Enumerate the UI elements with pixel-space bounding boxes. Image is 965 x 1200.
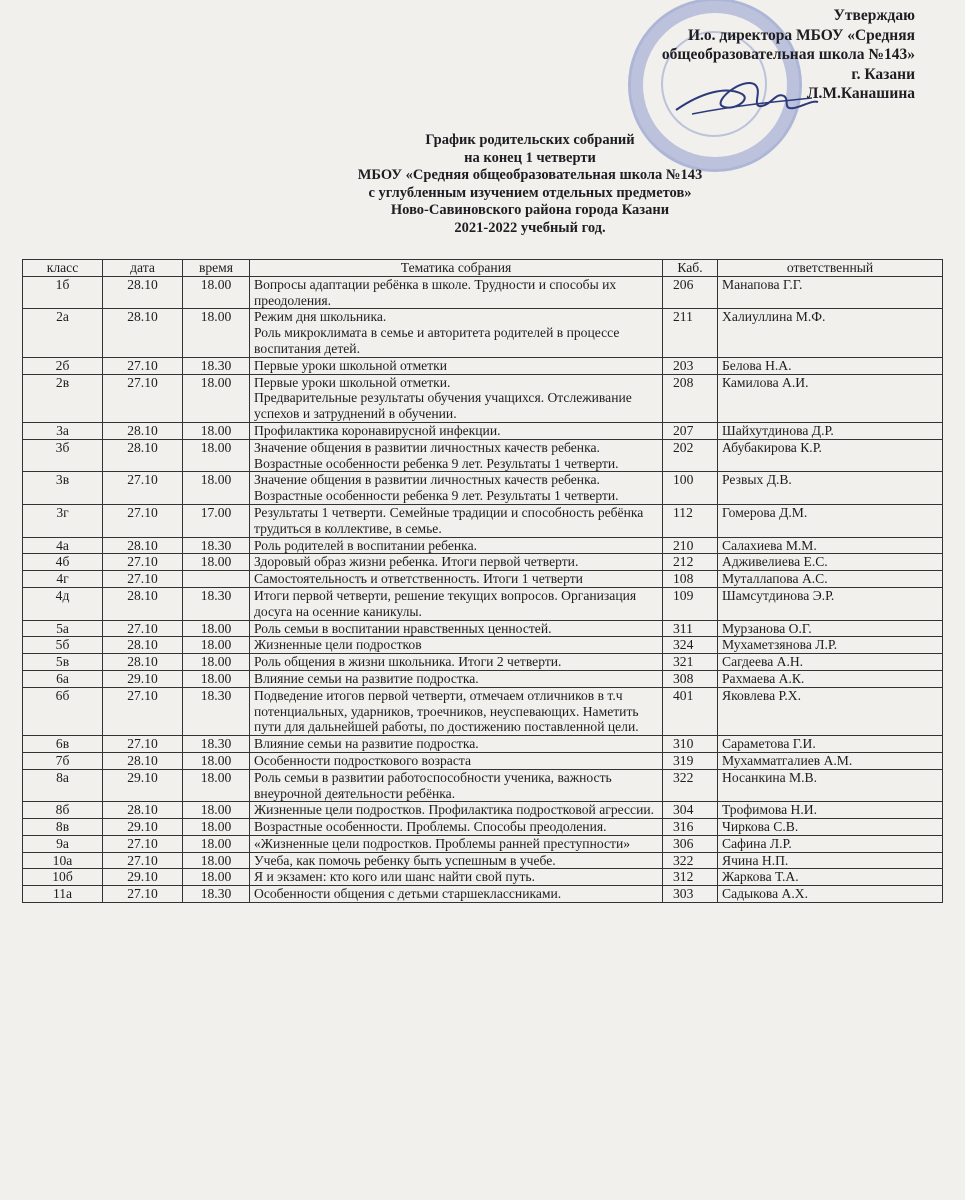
date-cell: 28.10 — [103, 752, 183, 769]
table-row — [23, 504, 943, 537]
responsible-cell: Халиуллина М.Ф. — [718, 309, 943, 357]
class-cell: 8в — [23, 819, 103, 836]
date-cell: 27.10 — [103, 357, 183, 374]
room-cell: 202 — [663, 439, 718, 472]
class-cell: 6а — [23, 670, 103, 687]
time-cell: 18.30 — [183, 687, 250, 735]
class-cell: 1б — [23, 276, 103, 309]
responsible-cell: Сагдеева А.Н. — [718, 654, 943, 671]
class-cell: 3г — [23, 504, 103, 537]
topic-cell: Влияние семьи на развитие подростка. — [250, 670, 663, 687]
date-cell: 28.10 — [103, 637, 183, 654]
time-cell: 18.30 — [183, 736, 250, 753]
date-cell: 27.10 — [103, 554, 183, 571]
class-cell: 10а — [23, 852, 103, 869]
time-cell: 18.00 — [183, 769, 250, 802]
header-responsible: ответственный — [718, 260, 943, 277]
room-cell: 311 — [663, 620, 718, 637]
approval-block — [662, 6, 915, 104]
title-line-3: МБОУ «Средняя общеобразовательная школа №143 — [357, 167, 703, 183]
responsible-cell: Манапова Г.Г. — [718, 276, 943, 309]
room-cell: 109 — [663, 587, 718, 620]
time-cell: 18.00 — [183, 852, 250, 869]
class-cell: 2б — [23, 357, 103, 374]
topic-cell: Самостоятельность и ответственность. Итоги 1 четверти — [250, 571, 663, 588]
approval-line-3: общеобразовательная школа №143» — [661, 46, 915, 63]
date-cell: 27.10 — [103, 835, 183, 852]
date-cell: 29.10 — [103, 869, 183, 886]
table-row — [23, 422, 943, 439]
topic-cell: Режим дня школьника. Роль микроклимата в семье и авторитета родителей в процессе воспитания детей. — [250, 309, 663, 357]
header-class: класс — [23, 260, 103, 277]
table-row — [23, 670, 943, 687]
class-cell: 9а — [23, 835, 103, 852]
meetings-table — [22, 259, 943, 903]
room-cell: 401 — [663, 687, 718, 735]
class-cell: 7б — [23, 752, 103, 769]
table-row — [23, 554, 943, 571]
time-cell: 18.00 — [183, 819, 250, 836]
room-cell: 100 — [663, 472, 718, 505]
room-cell: 316 — [663, 819, 718, 836]
time-cell: 18.00 — [183, 670, 250, 687]
room-cell: 212 — [663, 554, 718, 571]
class-cell: 10б — [23, 869, 103, 886]
responsible-cell: Носанкина М.В. — [718, 769, 943, 802]
time-cell: 18.00 — [183, 554, 250, 571]
responsible-cell: Адживелиева Е.С. — [718, 554, 943, 571]
responsible-cell: Ячина Н.П. — [718, 852, 943, 869]
responsible-cell: Сафина Л.Р. — [718, 835, 943, 852]
title-line-2: на конец 1 четверти — [464, 149, 596, 166]
time-cell: 18.30 — [183, 357, 250, 374]
header-date: дата — [103, 260, 183, 277]
topic-cell: Возрастные особенности. Проблемы. Способы преодоления. — [250, 819, 663, 836]
time-cell: 18.00 — [183, 439, 250, 472]
class-cell: 6в — [23, 736, 103, 753]
topic-cell: Вопросы адаптации ребёнка в школе. Трудности и способы их преодоления. — [250, 276, 663, 309]
room-cell: 208 — [663, 374, 718, 422]
title-line-1: График родительских собраний — [425, 132, 635, 148]
time-cell: 18.00 — [183, 276, 250, 309]
date-cell: 27.10 — [103, 736, 183, 753]
table-row — [23, 637, 943, 654]
header-room: Каб. — [663, 260, 718, 277]
table-header-row — [23, 260, 943, 277]
responsible-cell: Рахмаева А.К. — [718, 670, 943, 687]
date-cell: 29.10 — [103, 819, 183, 836]
date-cell: 28.10 — [103, 276, 183, 309]
responsible-cell: Чиркова С.В. — [718, 819, 943, 836]
date-cell: 27.10 — [103, 374, 183, 422]
date-cell: 27.10 — [103, 571, 183, 588]
class-cell: 5в — [23, 654, 103, 671]
responsible-cell: Салахиева М.М. — [718, 537, 943, 554]
topic-cell: Жизненные цели подростков. Профилактика подростковой агрессии. — [250, 802, 663, 819]
class-cell: 11а — [23, 886, 103, 903]
time-cell: 18.30 — [183, 886, 250, 903]
topic-cell: Здоровый образ жизни ребенка. Итоги первой четверти. — [250, 554, 663, 571]
responsible-cell: Шайхутдинова Д.Р. — [718, 422, 943, 439]
topic-cell: Особенности общения с детьми старшеклассниками. — [250, 886, 663, 903]
time-cell: 18.00 — [183, 752, 250, 769]
class-cell: 3б — [23, 439, 103, 472]
date-cell: 28.10 — [103, 654, 183, 671]
table-row — [23, 571, 943, 588]
time-cell: 18.00 — [183, 309, 250, 357]
date-cell: 29.10 — [103, 769, 183, 802]
responsible-cell: Сараметова Г.И. — [718, 736, 943, 753]
topic-cell: Особенности подросткового возраста — [250, 752, 663, 769]
topic-cell: Роль общения в жизни школьника. Итоги 2 четверти. — [250, 654, 663, 671]
table-row — [23, 769, 943, 802]
date-cell: 28.10 — [103, 439, 183, 472]
responsible-cell: Белова Н.А. — [718, 357, 943, 374]
time-cell: 18.00 — [183, 422, 250, 439]
time-cell: 18.00 — [183, 637, 250, 654]
room-cell: 210 — [663, 537, 718, 554]
approval-line-1: Утверждаю — [833, 7, 915, 24]
table-row — [23, 869, 943, 886]
class-cell: 4г — [23, 571, 103, 588]
time-cell: 17.00 — [183, 504, 250, 537]
responsible-cell: Резвых Д.В. — [718, 472, 943, 505]
date-cell: 27.10 — [103, 472, 183, 505]
class-cell: 3а — [23, 422, 103, 439]
table-row — [23, 439, 943, 472]
responsible-cell: Мухаметзянова Л.Р. — [718, 637, 943, 654]
table-row — [23, 687, 943, 735]
header-time: время — [183, 260, 250, 277]
class-cell: 2а — [23, 309, 103, 357]
topic-cell: Роль семьи в воспитании нравственных ценностей. — [250, 620, 663, 637]
responsible-cell: Садыкова А.Х. — [718, 886, 943, 903]
topic-cell: Профилактика коронавирусной инфекции. — [250, 422, 663, 439]
class-cell: 4д — [23, 587, 103, 620]
date-cell: 28.10 — [103, 587, 183, 620]
table-row — [23, 472, 943, 505]
responsible-cell: Гомерова Д.М. — [718, 504, 943, 537]
date-cell: 27.10 — [103, 504, 183, 537]
room-cell: 324 — [663, 637, 718, 654]
topic-cell: Учеба, как помочь ребенку быть успешным в учебе. — [250, 852, 663, 869]
table-row — [23, 886, 943, 903]
topic-cell: Первые уроки школьной отметки — [250, 357, 663, 374]
responsible-cell: Яковлева Р.Х. — [718, 687, 943, 735]
class-cell: 6б — [23, 687, 103, 735]
time-cell: 18.30 — [183, 537, 250, 554]
class-cell: 3в — [23, 472, 103, 505]
table-row — [23, 276, 943, 309]
topic-cell: Роль родителей в воспитании ребенка. — [250, 537, 663, 554]
table-row — [23, 736, 943, 753]
responsible-cell: Жаркова Т.А. — [718, 869, 943, 886]
header-topic: Тематика собрания — [250, 260, 663, 277]
room-cell: 304 — [663, 802, 718, 819]
time-cell — [183, 571, 250, 588]
topic-cell: Роль семьи в развитии работоспособности ученика, важность внеурочной деятельности ребёнка. — [250, 769, 663, 802]
time-cell: 18.00 — [183, 472, 250, 505]
class-cell: 4а — [23, 537, 103, 554]
topic-cell: Первые уроки школьной отметки. Предварительные результаты обучения учащихся. Отслеживание успехов и затруднений в обучении. — [250, 374, 663, 422]
table-row — [23, 802, 943, 819]
time-cell: 18.00 — [183, 654, 250, 671]
room-cell: 308 — [663, 670, 718, 687]
time-cell: 18.00 — [183, 835, 250, 852]
date-cell: 28.10 — [103, 309, 183, 357]
table-row — [23, 374, 943, 422]
room-cell: 207 — [663, 422, 718, 439]
room-cell: 306 — [663, 835, 718, 852]
room-cell: 203 — [663, 357, 718, 374]
table-row — [23, 852, 943, 869]
responsible-cell: Трофимова Н.И. — [718, 802, 943, 819]
date-cell: 27.10 — [103, 852, 183, 869]
topic-cell: Жизненные цели подростков — [250, 637, 663, 654]
topic-cell: Подведение итогов первой четверти, отмечаем отличников в т.ч потенциальных, ударников, троечников, неуспевающих. Наметить пути для дальнейшей работы, по достижению поставленной цели. — [250, 687, 663, 735]
date-cell: 27.10 — [103, 620, 183, 637]
room-cell: 321 — [663, 654, 718, 671]
approval-line-5: Л.М.Канашина — [806, 85, 915, 102]
room-cell: 112 — [663, 504, 718, 537]
date-cell: 28.10 — [103, 537, 183, 554]
class-cell: 5б — [23, 637, 103, 654]
table-row — [23, 537, 943, 554]
time-cell: 18.00 — [183, 802, 250, 819]
date-cell: 27.10 — [103, 886, 183, 903]
topic-cell: Значение общения в развитии личностных качеств ребенка. Возрастные особенности ребенка 9 лет. Результаты 1 четверти. — [250, 472, 663, 505]
topic-cell: Влияние семьи на развитие подростка. — [250, 736, 663, 753]
title-line-4: с углубленным изучением отдельных предметов» — [368, 184, 692, 201]
room-cell: 211 — [663, 309, 718, 357]
class-cell: 8а — [23, 769, 103, 802]
title-line-6: 2021-2022 учебный год. — [454, 219, 606, 236]
document-title — [0, 132, 965, 237]
class-cell: 2в — [23, 374, 103, 422]
class-cell: 8б — [23, 802, 103, 819]
title-line-5: Ново-Савиновского района города Казани — [390, 202, 670, 218]
room-cell: 206 — [663, 276, 718, 309]
date-cell: 28.10 — [103, 802, 183, 819]
topic-cell: Результаты 1 четверти. Семейные традиции и способность ребёнка трудиться в коллективе, в семье. — [250, 504, 663, 537]
topic-cell: «Жизненные цели подростков. Проблемы ранней преступности» — [250, 835, 663, 852]
time-cell: 18.00 — [183, 374, 250, 422]
table-row — [23, 309, 943, 357]
approval-line-2: И.о. директора МБОУ «Средняя — [687, 26, 915, 44]
table-row — [23, 835, 943, 852]
date-cell: 27.10 — [103, 687, 183, 735]
table-row — [23, 752, 943, 769]
topic-cell: Итоги первой четверти, решение текущих вопросов. Организация досуга на осенние каникулы. — [250, 587, 663, 620]
table-row — [23, 357, 943, 374]
table-row — [23, 819, 943, 836]
topic-cell: Значение общения в развитии личностных качеств ребенка. Возрастные особенности ребенка 9 лет. Результаты 1 четверти. — [250, 439, 663, 472]
responsible-cell: Мухамматгалиев А.М. — [718, 752, 943, 769]
date-cell: 29.10 — [103, 670, 183, 687]
responsible-cell: Камилова А.И. — [718, 374, 943, 422]
date-cell: 28.10 — [103, 422, 183, 439]
class-cell: 5а — [23, 620, 103, 637]
room-cell: 312 — [663, 869, 718, 886]
room-cell: 310 — [663, 736, 718, 753]
table-row — [23, 620, 943, 637]
topic-cell: Я и экзамен: кто кого или шанс найти свой путь. — [250, 869, 663, 886]
table-row — [23, 587, 943, 620]
responsible-cell: Муталлапова А.С. — [718, 571, 943, 588]
responsible-cell: Мурзанова О.Г. — [718, 620, 943, 637]
responsible-cell: Абубакирова К.Р. — [718, 439, 943, 472]
room-cell: 322 — [663, 769, 718, 802]
class-cell: 4б — [23, 554, 103, 571]
room-cell: 108 — [663, 571, 718, 588]
responsible-cell: Шамсутдинова Э.Р. — [718, 587, 943, 620]
time-cell: 18.30 — [183, 587, 250, 620]
time-cell: 18.00 — [183, 869, 250, 886]
table-row — [23, 654, 943, 671]
room-cell: 303 — [663, 886, 718, 903]
time-cell: 18.00 — [183, 620, 250, 637]
room-cell: 319 — [663, 752, 718, 769]
approval-line-4: г. Казани — [851, 65, 915, 83]
room-cell: 322 — [663, 852, 718, 869]
